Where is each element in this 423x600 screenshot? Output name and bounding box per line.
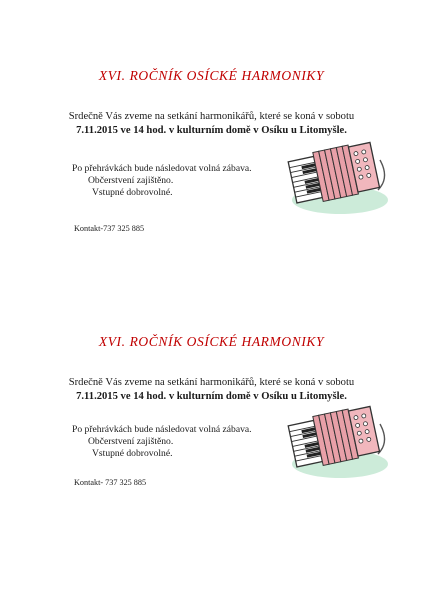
detail-refreshments: Občerstvení zajištěno. xyxy=(88,436,174,447)
contact-phone: Kontakt-737 325 885 xyxy=(74,224,145,233)
detail-admission: Vstupné dobrovolné. xyxy=(92,448,173,459)
accordion-icon xyxy=(282,130,392,220)
detail-refreshments: Občerstvení zajištěno. xyxy=(88,175,174,186)
accordion-icon xyxy=(282,394,392,484)
flyer-bottom xyxy=(0,266,423,566)
event-title: XVI. ROČNÍK OSÍCKÉ HARMONIKY xyxy=(98,68,325,83)
detail-entertainment: Po přehrávkách bude následovat volná zábava. xyxy=(72,424,252,435)
invitation-line-1: Srdečně Vás zveme na setkání harmonikářů, které se koná v sobotu xyxy=(68,377,355,388)
invitation-date-place: 7.11.2015 ve 14 hod. v kulturním domě v Osíku u Litomyšle. xyxy=(76,125,347,136)
contact-phone: Kontakt- 737 325 885 xyxy=(74,478,147,487)
invitation-date-place: 7.11.2015 ve 14 hod. v kulturním domě v Osíku u Litomyšle. xyxy=(76,391,347,402)
invitation-line-1: Srdečně Vás zveme na setkání harmonikářů, které se koná v sobotu xyxy=(68,111,355,122)
detail-entertainment: Po přehrávkách bude následovat volná zábava. xyxy=(72,163,252,174)
detail-admission: Vstupné dobrovolné. xyxy=(92,187,173,198)
event-details xyxy=(72,424,272,460)
event-details xyxy=(72,163,272,199)
event-title: XVI. ROČNÍK OSÍCKÉ HARMONIKY xyxy=(98,334,325,349)
